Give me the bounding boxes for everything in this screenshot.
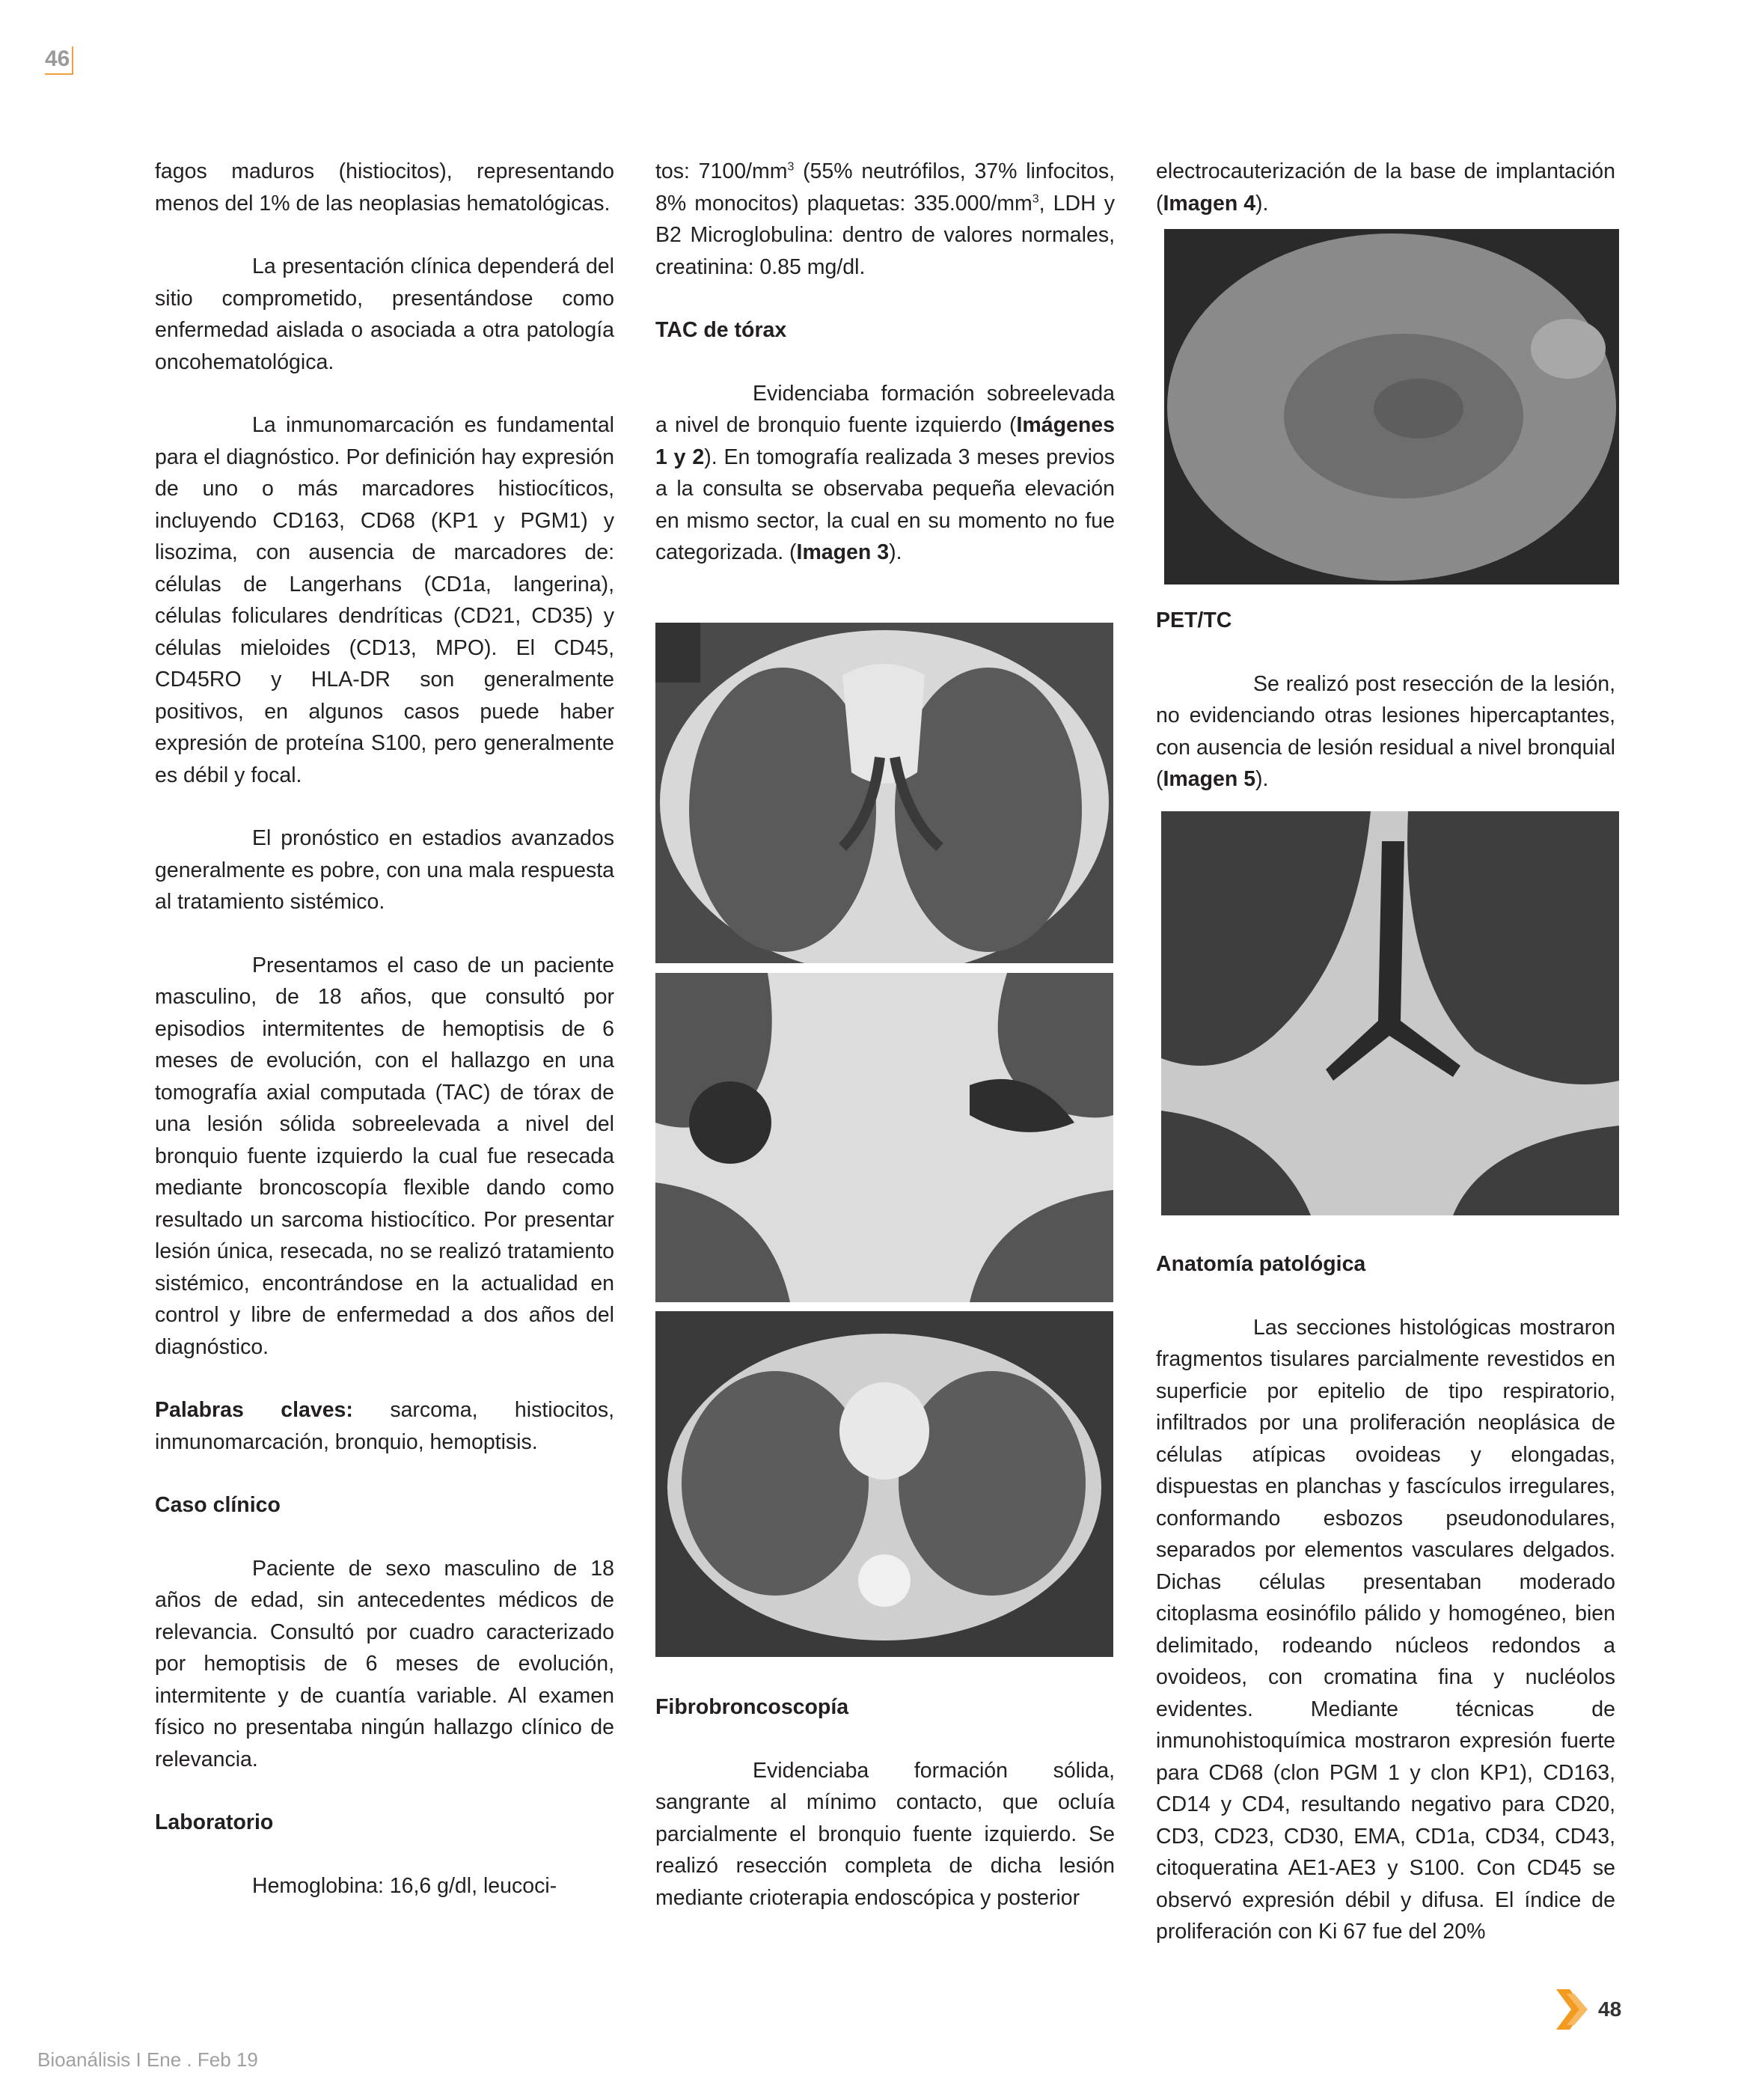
text: Evidenciaba formación sobreelevada a nivel de bronquio fuente izquierdo ( [655, 381, 1115, 437]
column-3-middle [1156, 605, 1615, 827]
ref-imagen: Imagen 4 [1163, 191, 1256, 216]
text: electrocauterización de la base de implantación ( [1156, 159, 1615, 216]
keywords-label: Palabras claves: [155, 1398, 353, 1422]
double-chevron-icon [1556, 1989, 1591, 2030]
heading-tac-torax: TAC de tórax [655, 318, 787, 342]
text: tos: 7100/mm [655, 159, 788, 183]
heading-fibrobroncoscopia: Fibrobroncoscopía [655, 1695, 849, 1719]
paragraph: Evidenciaba formación sólida, sangrante al mínimo contacto, que ocluía parcialmente el bronquio fuente izquierdo. Se realizó resección completa de dicha lesión mediante crioterapia endoscópica y posterior [655, 1758, 1115, 1910]
bronchoscopy-image [1164, 229, 1619, 584]
text: ). [1255, 191, 1269, 216]
text: (55% neutrófilos, 37% linfocitos, 8% monocitos) plaquetas: 335.000/mm [655, 159, 1115, 216]
heading-pet-tc: PET/TC [1156, 608, 1232, 632]
paragraph: La presentación clínica dependerá del sitio comprometido, presentándose como enfermedad aislada o asociada a otra patología oncohematológica. [155, 254, 614, 374]
text: ). [889, 540, 902, 564]
paragraph-lab [655, 156, 1115, 283]
text: ). [1255, 767, 1269, 791]
pet-ct-image [1161, 811, 1619, 1215]
ct-image-1 [655, 623, 1113, 963]
paragraph [1156, 668, 1615, 796]
keywords-text: sarcoma, histiocitos, inmunomarcación, bronquio, hemoptisis. [155, 1398, 614, 1454]
ct-image-3 [655, 1311, 1113, 1657]
header-page-number: 46 [45, 46, 73, 75]
superscript: 3 [787, 160, 795, 174]
paragraph [1156, 156, 1615, 219]
superscript: 3 [1032, 192, 1039, 205]
ct-image-2 [655, 973, 1113, 1302]
heading-anatomia-patologica: Anatomía patológica [1156, 1252, 1366, 1276]
column-2-bottom [655, 1691, 1115, 1945]
footer-page [1556, 1989, 1621, 2030]
paragraph: La inmunomarcación es fundamental para el diagnóstico. Por definición hay expresión de uno o más marcadores histiocíticos, incluyendo CD163, CD68 (KP1 y PGM1) y lisozima, con ausencia de marcadores de: células de Langerhans (CD1a, langerina), células foliculares dendríticas (CD21, CD35) y células mieloides (CD13, MPO). El CD45, CD45RO y HLA-DR son generalmente positivos, en algunos casos puede haber expresión de proteína S100, pero generalmente es débil y focal. [155, 413, 614, 787]
paragraph: Paciente de sexo masculino de 18 años de edad, sin antecedentes médicos de relevancia. Consultó por cuadro caracterizado por hemoptisis de 6 meses de evolución, intermitente y de cuantía variable. Al examen físico no presentaba ningún hallazgo clínico de relevancia. [155, 1556, 614, 1771]
paragraph: Hemoglobina: 16,6 g/dl, leucoci- [252, 1873, 557, 1898]
column-1 [155, 156, 614, 1933]
paragraph-tac [655, 378, 1115, 569]
footer-publication: Bioanálisis I Ene . Feb 19 [37, 2048, 258, 2071]
paragraph: Las secciones histológicas mostraron fragmentos tisulares parcialmente revestidos en superficie por epitelio de tipo respiratorio, infiltrados por una proliferación neoplásica de células atípicas ovoideas y elongadas, dispuestas en planchas y fascículos irregulares, conformando esbozos pseudonodulares, separados por elementos vasculares delgados. Dichas células presentaban moderado citoplasma eosinófilo pálido y homogéneo, bien delimitado, rodeando núcleos redondos a ovoideos, con cromatina fina y nucléolos evidentes. Mediante técnicas de inmunohistoquímica mostraron expresión fuerte para CD68 (clon PGM 1 y clon KP1), CD163, CD14 y CD4, resultando negativo para CD20, CD3, CD23, CD30, EMA, CD1a, CD34, CD43, citoqueratina AE1-AE3 y S100. Con CD45 se observó expresión débil y difusa. El índice de proliferación con Ki 67 fue del 20% [1156, 1315, 1615, 1944]
text: , LDH y B2 Microglobulina: dentro de valores normales, creatinina: 0.85 mg/dl. [655, 191, 1115, 279]
keywords [155, 1394, 614, 1458]
ref-imagen: Imagen 3 [796, 540, 890, 564]
column-2 [655, 156, 1115, 600]
footer-page-number: 48 [1598, 1997, 1622, 2021]
text: ). En tomografía realizada 3 meses previos a la consulta se observaba pequeña elevación en mismo sector, la cual en su momento no fue categorizada. ( [655, 445, 1116, 564]
paragraph: Presentamos el caso de un paciente masculino, de 18 años, que consultó por episodios intermitentes de hemoptisis de 6 meses de evolución, con el hallazgo en una tomografía axial computada (TAC) de tórax de una lesión sólida sobreelevada a nivel del bronquio fuente izquierdo la cual fue resecada mediante broncoscopía flexible dando como resultado un sarcoma histiocítico. Por presentar lesión única, resecada, no se realizó tratamiento sistémico, encontrándose en la actualidad en control y libre de enfermedad a dos años del diagnóstico. [155, 953, 614, 1359]
ref-imagenes: Imágenes 1 y 2 [655, 413, 1115, 469]
ref-imagen: Imagen 5 [1163, 767, 1256, 791]
heading-laboratorio: Laboratorio [155, 1810, 274, 1834]
heading-caso-clinico: Caso clínico [155, 1493, 281, 1517]
paragraph: fagos maduros (histiocitos), representando menos del 1% de las neoplasias hematológicas. [155, 159, 614, 216]
column-3-bottom [1156, 1248, 1615, 1980]
paragraph: El pronóstico en estadios avanzados generalmente es pobre, con una mala respuesta al tratamiento sistémico. [155, 826, 614, 914]
text: Se realizó post resección de la lesión, no evidenciando otras lesiones hipercaptantes, con ausencia de lesión residual a nivel bronquial ( [1156, 671, 1615, 791]
